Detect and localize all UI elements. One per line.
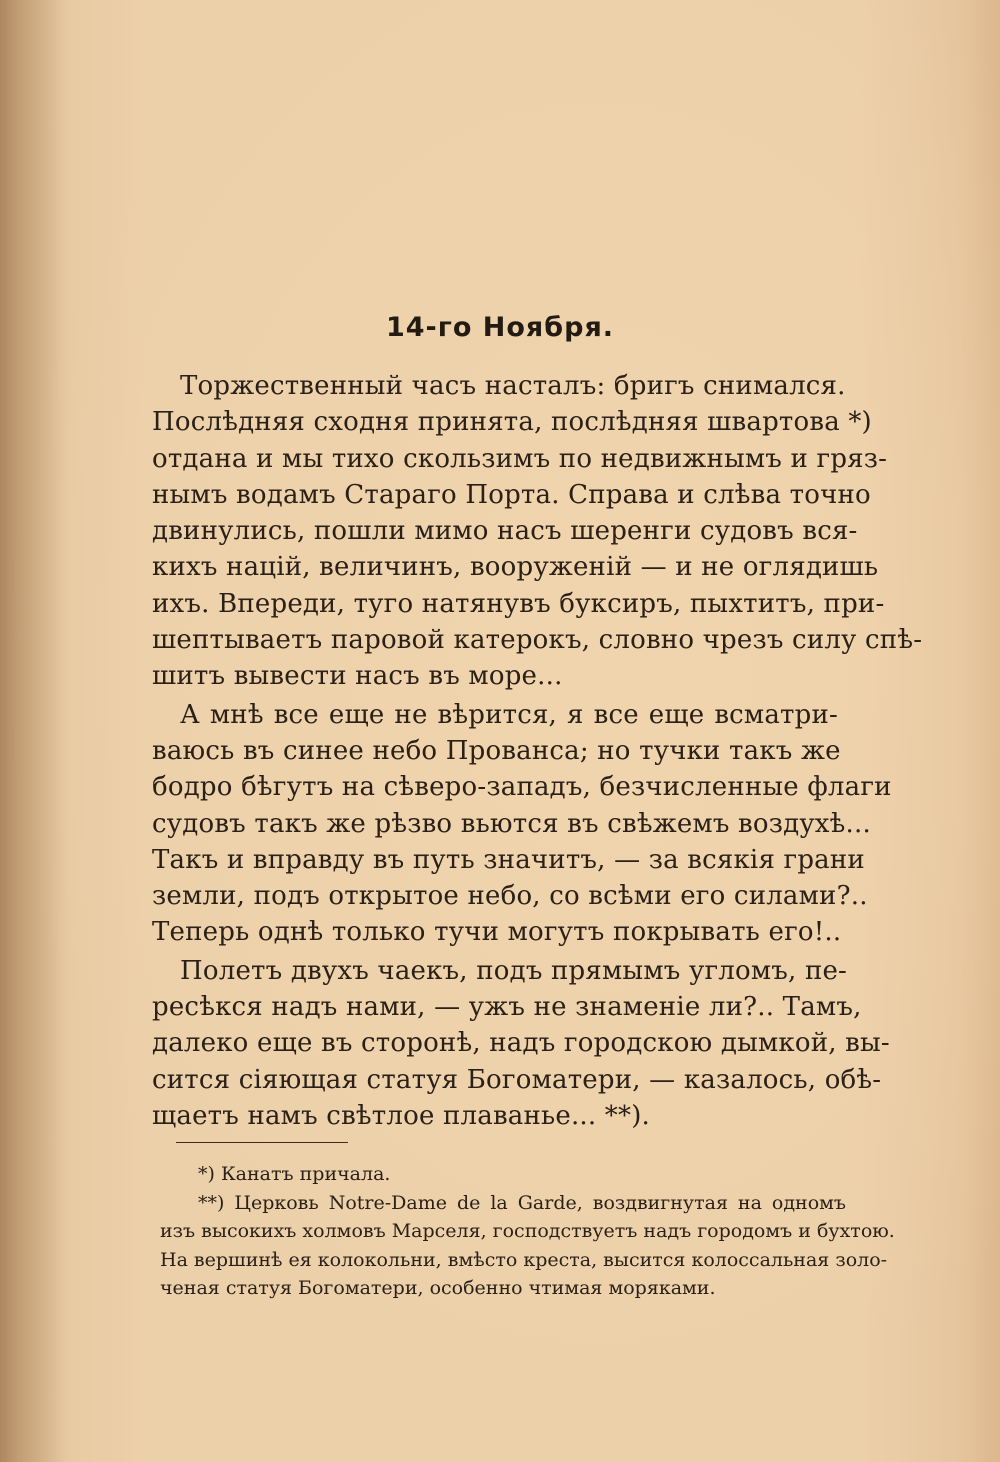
page-heading: 14-го Ноября. bbox=[385, 312, 615, 343]
text-line: кихъ націй, величинъ, вооруженій — и не оглядишь bbox=[152, 552, 879, 583]
footnote bbox=[160, 1160, 846, 1189]
footnotes bbox=[160, 1160, 895, 1303]
text-line: Полетъ двухъ чаекъ, подъ прямымъ угломъ, пе- bbox=[180, 955, 848, 986]
footnote bbox=[160, 1189, 895, 1303]
text-line: двинулись, пошли мимо насъ шеренги судовъ вся- bbox=[152, 516, 858, 547]
footnote-line: изъ высокихъ холмовъ Марселя, господствуетъ надъ городомъ и бухтою. bbox=[160, 1220, 895, 1242]
footnote-divider bbox=[176, 1142, 348, 1143]
text-line: ресѣкся надъ нами, — ужъ не знаменіе ли?.. Тамъ, bbox=[152, 992, 862, 1023]
paragraph bbox=[152, 953, 890, 1134]
paragraph bbox=[152, 697, 892, 951]
text-line: Такъ и вправду въ путь значитъ, — за всякія грани bbox=[152, 844, 865, 875]
text-line: щаетъ намъ свѣтлое плаванье... **). bbox=[152, 1100, 651, 1131]
text-line: шептываетъ паровой катерокъ, словно чрезъ силу спѣ- bbox=[152, 625, 923, 656]
text-line: Послѣдняя сходня принята, послѣдняя швартова *) bbox=[152, 407, 872, 438]
text-line: ваюсь въ синее небо Прованса; но тучки такъ же bbox=[152, 735, 841, 766]
footnote-line: *) Канатъ причала. bbox=[198, 1163, 391, 1185]
text-line: шитъ вывести насъ въ море... bbox=[152, 661, 563, 692]
text-line: нымъ водамъ Стараго Порта. Справа и слѣва точно bbox=[152, 479, 871, 510]
text-line: Теперь однѣ только тучи могутъ покрывать его!.. bbox=[152, 917, 842, 948]
main-text bbox=[152, 368, 923, 1134]
text-line: ихъ. Впереди, туго натянувъ буксиръ, пыхтитъ, при- bbox=[152, 588, 885, 619]
text-line: бодро бѣгутъ на сѣверо-западъ, безчисленные флаги bbox=[152, 772, 892, 803]
footnote-line: ченая статуя Богоматери, особенно чтимая моряками. bbox=[160, 1277, 716, 1299]
text-line: далеко еще въ сторонѣ, надъ городскою дымкой, вы- bbox=[152, 1028, 890, 1059]
spine-shadow bbox=[0, 0, 70, 1462]
text-line: отдана и мы тихо скользимъ по недвижнымъ и гряз- bbox=[152, 443, 888, 474]
text-line: судовъ такъ же рѣзво вьются въ свѣжемъ воздухѣ... bbox=[152, 808, 871, 839]
text-line: Торжественный часъ насталъ: бригъ снимался. bbox=[180, 371, 846, 401]
text-line: сится сіяющая статуя Богоматери, — казалось, обѣ- bbox=[152, 1064, 882, 1095]
text-line: А мнѣ все еще не вѣрится, я все еще всматри- bbox=[180, 699, 838, 730]
footnote-line: **) Церковь Notre-Dame de la Garde, воздвигнутая на одномъ bbox=[198, 1191, 846, 1214]
paragraph bbox=[152, 368, 923, 695]
text-line: земли, подъ открытое небо, со всѣми его силами?.. bbox=[152, 881, 868, 912]
footnote-line: На вершинѣ ея колокольни, вмѣсто креста, высится колоссальная золо- bbox=[160, 1248, 888, 1271]
